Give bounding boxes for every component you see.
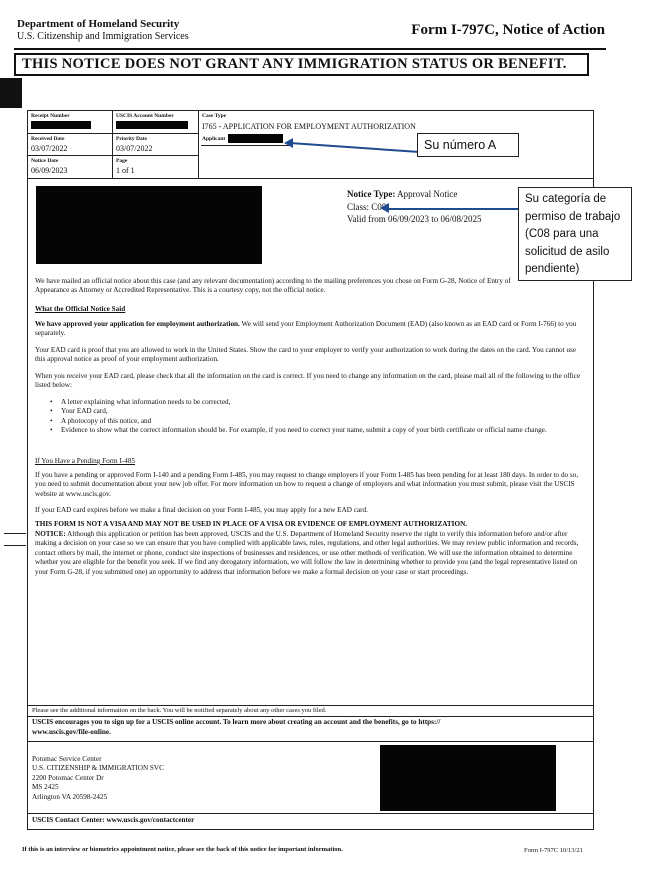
- address-line: Potomac Service Center: [32, 755, 102, 763]
- address-line: 2200 Potomac Center Dr: [32, 773, 104, 782]
- status-banner: THIS NOTICE DOES NOT GRANT ANY IMMIGRATION STATUS OR BENEFIT.: [14, 53, 589, 76]
- section-heading-official: What the Official Notice Said: [35, 305, 126, 313]
- agency-name: Department of Homeland Security: [17, 18, 180, 30]
- received-date-label: Received Date: [31, 136, 65, 142]
- margin-line: [4, 545, 26, 546]
- received-date-value: 03/07/2022: [31, 144, 68, 153]
- section-heading-i485: If You Have a Pending Form I-485: [35, 457, 136, 465]
- online-account-note: USCIS encourages you to sign up for a USCIS online account. To learn more about creating an account and the benefits, go to https://: [32, 718, 441, 726]
- scan-marker: [0, 78, 22, 108]
- approval-statement: We have approved your application for employment authorization.: [35, 320, 240, 328]
- notice-paragraph: [35, 530, 585, 577]
- category-annotation: [518, 187, 632, 281]
- notice-date-value: 06/09/2023: [31, 166, 68, 175]
- list-item: • Evidence to show what the correct information should be. For example, if you need to correct your name, submit a copy of your birth certificate or official name change.: [50, 426, 547, 435]
- notice-text: Although this application or petition has been approved, USCIS and the U.S. Department of Homeland Security reserve the right to verify this information before and/or after making a decision on your case so we can ensure that you have complied with applicable laws, rules, regulations, and other legal authorities. We may review public information and records, contact others by mail, the internet or phone, conduct site inspections of businesses and residences, or use other methods of verification. We will use the information obtained to determine whether you are eligible for the benefit you seek. If we find any derogatory information, we will follow the law in determining whether to provide you (and the legal representative listed on your Form G-28, if you submitted one) an opportunity to address that information before we make a formal decision on your case or start proceedings.: [35, 530, 579, 576]
- a-number-annotation: Su número A: [417, 133, 519, 157]
- uscis-account-label: USCIS Account Number: [116, 113, 174, 119]
- page-value: 1 of 1: [116, 166, 135, 175]
- notice-type-label: Notice Type:: [347, 189, 396, 199]
- arrow-head-icon: [380, 203, 389, 213]
- priority-date-value: 03/07/2022: [116, 144, 153, 153]
- required-items-list: [50, 398, 580, 436]
- applicant-label: Applicant: [202, 136, 226, 142]
- mailing-address-redacted: [36, 186, 262, 264]
- notice-date-label: Notice Date: [31, 158, 59, 164]
- visa-warning: THIS FORM IS NOT A VISA AND MAY NOT BE USED IN PLACE OF A VISA OR EVIDENCE OF EMPLOYMENT AUTHORIZATION.: [35, 520, 468, 528]
- approval-paragraph: [35, 320, 585, 339]
- contact-center: USCIS Contact Center: www.uscis.gov/contactcenter: [32, 816, 195, 824]
- applicant-underline: [201, 145, 291, 146]
- see-back-note: Please see the additional information on the back. You will be notified separately about any other cases you filed.: [32, 707, 327, 714]
- list-item: • A letter explaining what information needs to be corrected,: [50, 398, 231, 406]
- ead-expiry-paragraph: If your EAD card expires before we make a final decision on your Form I-485, you may apply for a new EAD card.: [35, 506, 368, 514]
- valid-line: Valid from 06/09/2023 to 06/08/2025: [347, 214, 482, 224]
- grid-line: [27, 741, 594, 742]
- approval-detail: We will send your Employment Authorization Document (EAD) (also known as an EAD card or Form I-766) to you separately.: [35, 320, 577, 338]
- service-center-address: [32, 755, 164, 802]
- receipt-number-label: Receipt Number: [31, 113, 70, 119]
- list-item: • A photocopy of this notice, and: [50, 416, 152, 425]
- agency-subname: U.S. Citizenship and Immigration Services: [17, 31, 189, 42]
- uscis-account-redacted: [116, 121, 188, 129]
- recipient-redacted: [380, 745, 556, 811]
- annotation-line: pendiente): [525, 263, 580, 275]
- annotation-line: solicitud de asilo: [525, 245, 610, 258]
- header-rule: [14, 48, 606, 50]
- grid-line: [27, 178, 594, 179]
- check-info-paragraph: When you receive your EAD card, please check that all the information on the card is correct. If you need to change any information on the card, please mail all of the following to the office listed below:: [35, 372, 581, 390]
- list-item: • Your EAD card,: [50, 407, 108, 416]
- receipt-number-redacted: [31, 121, 91, 129]
- bullet-icon: •: [50, 398, 53, 406]
- page-label: Page: [116, 158, 128, 164]
- address-line: Arlington VA 20598-2425: [32, 792, 108, 801]
- intro-paragraph: We have mailed an official notice about this case (and any relevant documentation) according to the mailing preferences you chose on Form G-28, Notice of Entry of Appearance as Attorney or Accredited Representative. This is a courtesy copy, not the official notice.: [35, 277, 511, 295]
- form-code: Form I-797C 10/13/21: [524, 847, 583, 854]
- grid-line: [27, 813, 594, 814]
- form-title: Form I-797C, Notice of Action: [411, 22, 605, 38]
- address-line: U.S. CITIZENSHIP & IMMIGRATION SVC: [32, 764, 164, 773]
- category-arrow: [386, 208, 519, 210]
- bullet-icon: •: [50, 416, 53, 425]
- annotation-line: permiso de trabajo: [525, 210, 621, 223]
- online-account-url: www.uscis.gov/file-online.: [32, 728, 111, 736]
- notice-type-value: Approval Notice: [397, 189, 458, 199]
- bullet-icon: •: [50, 426, 53, 435]
- case-type-value: I765 - APPLICATION FOR EMPLOYMENT AUTHORIZATION: [202, 122, 416, 131]
- i485-paragraph: If you have a pending or approved Form I-140 and a pending Form I-485, you may request to change employers if your Form I-485 has been pending for at least 180 days. In order to do so, you need to submit documentation about your new job offer. For more information on how to request a change of employers and what information you must submit, please visit the USCIS website at www.uscis.gov.: [35, 471, 579, 498]
- grid-line: [27, 705, 594, 706]
- margin-line: [4, 533, 26, 534]
- priority-date-label: Priority Date: [116, 136, 147, 142]
- annotation-line: Su categoría de: [525, 193, 607, 205]
- grid-line: [112, 110, 113, 178]
- grid-line: [27, 716, 594, 717]
- ead-proof-paragraph: Your EAD card is proof that you are allowed to work in the United States. Show the card to your employer to verify your authorization to work during the dates on the card. You cannot use this approval notice as proof of your employment authorization.: [35, 346, 577, 364]
- annotation-line: (C08 para una: [525, 228, 599, 240]
- grid-line: [198, 110, 199, 178]
- bullet-icon: •: [50, 407, 53, 416]
- notice-label: NOTICE:: [35, 530, 66, 538]
- bottom-note: If this is an interview or biometrics appointment notice, please see the back of this notice for important information.: [22, 846, 343, 853]
- arrow-head-icon: [284, 138, 293, 148]
- notice-type: [347, 189, 457, 199]
- case-type-label: Case Type: [202, 113, 227, 119]
- applicant-redacted: [228, 134, 283, 143]
- address-line: MS 2425: [32, 783, 59, 792]
- class-line: Class: C08: [347, 202, 387, 212]
